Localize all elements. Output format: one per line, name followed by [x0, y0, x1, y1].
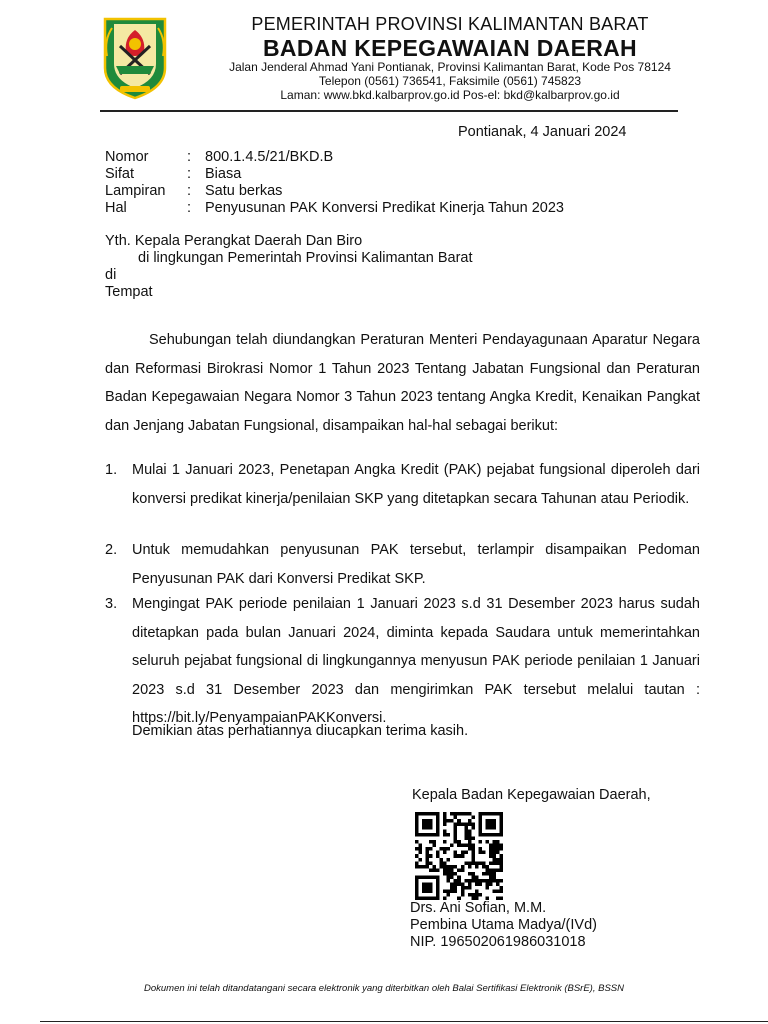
letterhead-phone: Telepon (0561) 736541, Faksimile (0561) 745823 [318, 74, 582, 88]
list-number: 2. [105, 542, 118, 558]
list-number: 3. [105, 596, 118, 612]
list-number: 1. [105, 462, 118, 478]
addressee-yth: Yth. Kepala Perangkat Daerah Dan Biro [105, 233, 363, 249]
list-text: Mulai 1 Januari 2023, Penetapan Angka Kredit (PAK) pejabat fungsional diperoleh dari konversi predikat kinerja/penilaian SKP yang ditetapkan secara Tahunan atau Periodik. [132, 462, 700, 507]
meta-label: Hal [105, 200, 127, 216]
footer-divider [40, 1021, 768, 1022]
list-item [105, 590, 700, 733]
letterhead-agency: BADAN KEPEGAWAIAN DAERAH [263, 35, 637, 61]
signatory-name: Drs. Ani Sofian, M.M. [410, 900, 547, 916]
meta-label: Sifat [105, 166, 135, 182]
meta-label: Nomor [105, 149, 149, 165]
addressee-scope: di lingkungan Pemerintah Provinsi Kalimantan Barat [138, 250, 473, 266]
signatory-nip: NIP. 196502061986031018 [410, 934, 586, 950]
intro-paragraph: Sehubungan telah diundangkan Peraturan Menteri Pendayagunaan Aparatur Negara dan Reformasi Birokrasi Nomor 1 Tahun 2023 Tentang Jabatan Fungsional dan Peraturan Badan Kepegawaian Negara Nomor 3 Tahun 2023 tentang Angka Kredit, Kenaikan Pangkat dan Jenjang Jabatan Fungsional, disampaikan hal-hal sebagai berikut: [105, 332, 700, 434]
meta-value: 800.1.4.5/21/BKD.B [205, 149, 334, 165]
meta-separator: : [187, 149, 192, 165]
letter-date: Pontianak, 4 Januari 2024 [458, 124, 627, 140]
addressee-place: Tempat [105, 284, 153, 300]
letterhead-government: PEMERINTAH PROVINSI KALIMANTAN BARAT [251, 14, 649, 34]
list-text: Mengingat PAK periode penilaian 1 Januari 2023 s.d 31 Desember 2023 harus sudah ditetapkan pada bulan Januari 2024, diminta kepada Saudara untuk memerintahkan seluruh pejabat fungsional di lingkungannya menyusun PAK periode penilaian 1 Januari 2023 s.d 31 Desember 2023 dan mengirimkan PAK tersebut melalui tautan : https://bit.ly/PenyampaianPAKKonversi. [132, 596, 700, 726]
signatory-rank: Pembina Utama Madya/(IVd) [410, 917, 597, 933]
list-item [105, 456, 700, 513]
list-text: Untuk memudahkan penyusunan PAK tersebut, terlampir disampaikan Pedoman Penyusunan PAK dari Konversi Predikat SKP. [132, 542, 700, 587]
e-signature-footer: Dokumen ini telah ditandatangani secara elektronik yang diterbitkan oleh Balai Sertifikasi Elektronik (BSrE), BSSN [144, 983, 624, 994]
meta-separator: : [187, 183, 192, 199]
meta-separator: : [187, 200, 192, 216]
closing-sentence: Demikian atas perhatiannya diucapkan terima kasih. [132, 723, 469, 739]
signatory-title: Kepala Badan Kepegawaian Daerah, [412, 787, 651, 803]
list-item [105, 536, 700, 593]
letterhead-divider [100, 110, 678, 112]
letterhead-address: Jalan Jenderal Ahmad Yani Pontianak, Provinsi Kalimantan Barat, Kode Pos 78124 [229, 60, 671, 74]
meta-separator: : [187, 166, 192, 182]
meta-value: Penyusunan PAK Konversi Predikat Kinerja Tahun 2023 [205, 200, 564, 216]
meta-value: Satu berkas [205, 183, 283, 199]
letterhead-web: Laman: www.bkd.kalbarprov.go.id Pos-el: bkd@kalbarprov.go.id [280, 88, 620, 102]
addressee-di: di [105, 267, 117, 283]
meta-label: Lampiran [105, 183, 166, 199]
qr-code-icon [415, 812, 503, 900]
meta-value: Biasa [205, 166, 242, 182]
